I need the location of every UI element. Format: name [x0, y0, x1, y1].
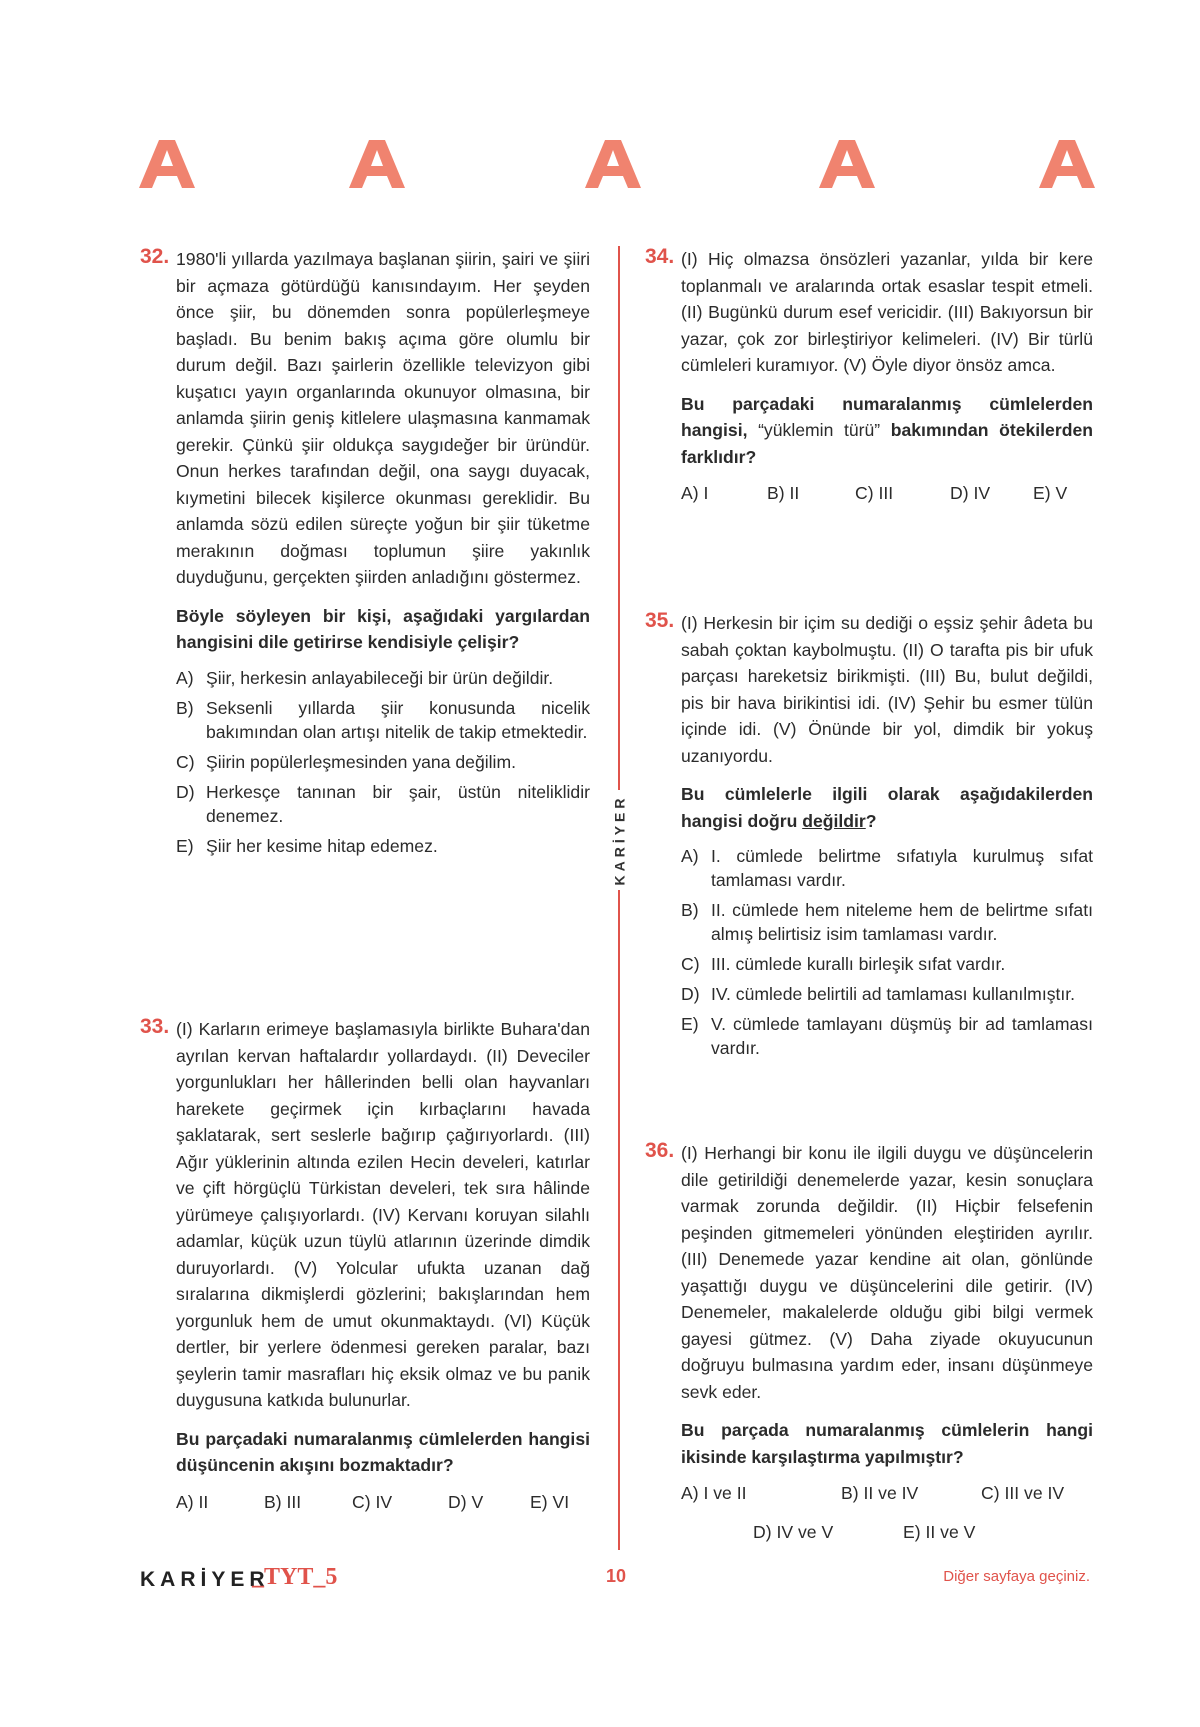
answer-option[interactable] — [681, 898, 1093, 946]
option-letter: C) — [855, 483, 874, 503]
answer-option[interactable] — [753, 1519, 903, 1546]
answer-option[interactable] — [176, 1489, 264, 1516]
question-prompt — [681, 391, 1093, 471]
answer-option[interactable] — [681, 1480, 841, 1507]
question-number: 32. — [140, 245, 170, 268]
question-prompt: Bu parçada numaralanmış cümlelerin hangi ikisinde karşılaştırma yapılmıştır? — [681, 1420, 1093, 1467]
booklet-letter-a-icon — [583, 136, 643, 192]
option-letter: A) — [176, 1491, 194, 1512]
option-text: III. cümlede kurallı birleşik sıfat vardır. — [711, 954, 1006, 974]
option-letter: A) — [176, 667, 194, 688]
answer-options — [681, 480, 1093, 507]
option-text: II. cümlede hem niteleme hem de belirtme sıfatı almış belirtisiz isim tamlaması vardır. — [711, 900, 1093, 944]
option-letter: A) — [681, 846, 699, 866]
option-text: VI — [552, 1491, 570, 1512]
option-text: III ve IV — [1004, 1483, 1065, 1503]
option-text: V — [1055, 483, 1068, 503]
option-letter: B) — [681, 900, 699, 920]
question-prompt-quote: “yüklemin türü” — [758, 420, 881, 440]
question-prompt-emphasis: değildir — [802, 810, 866, 831]
answer-option[interactable] — [681, 1012, 1093, 1060]
answer-option[interactable] — [767, 480, 855, 507]
option-letter: B) — [767, 483, 785, 503]
option-text: II ve IV — [863, 1483, 919, 1503]
question-prompt-part: Bu cümlelerle ilgili olarak aşağıdakilerden hangisi doğru — [681, 784, 1093, 831]
page-number: 10 — [606, 1566, 627, 1586]
question-passage: (I) Herhangi bir konu ile ilgili duygu ve düşüncelerin dile getirildiği denemelerde yazar, kesin sonuçlara varmak zorunda değildir. (II) Hiçbir felsefenin peşinden gitmemeleri yönünden eleştiriden ayrılır. (III) Denemede yazar kendine ait olan, gönlünde yaşattığı duygu ve düşüncelerini dile getirir. (IV) Denemeler, makalelerde olduğu gibi bilgi vermek gayesi gütmez. (V) Daha ziyade okuyucunun doğruyu bulmasına yardım eder, insanı düşünmeye sevk eder. — [681, 1143, 1093, 1402]
option-letter: E) — [1033, 483, 1051, 503]
question-passage: (I) Hiç olmazsa önsözleri yazanlar, yılda bir kere toplanmalı ve aralarında ortak esaslar tespit etmeli. (II) Bugünkü durum esef vericidir. (III) Bakıyorsun bir yazar, çok zor birleştiriyor kelimeleri. (IV) Bir türlü cümleleri kuramıyor. (V) Öyle diyor önsöz amca. — [681, 249, 1093, 375]
question-passage: 1980'li yıllarda yazılmaya başlanan şiirin, şairi ve şiiri bir açmaza götürdüğü kanısındayım. Her şeyden önce şiir, bu dönemden sonra popülerleşmeye başladı. Bu benim bakış açıma göre olumlu bir durum değil. Bazı şairlerin özellikle televizyon gibi kuşatıcı yayın organlarında okunuyor olmasına, bir anlamda şiirin geniş kitlelere ulaşmasına kanmamak gerekir. Çünkü şiir oldukça saygıdeğer bir üründür. Onun herkes tarafından değil, ona saygı duyacak, kıymetini bilecek kişilerce okunması gereklidir. Bu anlamda sözü edilen süreçte yoğun bir şiir tüketme merakının doğması toplumun şiire yakınlık duyduğunu, gerçekten şiirden anladığını göstermez. — [176, 249, 590, 587]
option-letter: C) — [981, 1483, 1000, 1503]
option-letter: D) — [681, 984, 700, 1004]
answer-option[interactable] — [681, 952, 1093, 976]
option-letter: D) — [448, 1491, 467, 1512]
option-text: V. cümlede tamlayanı düşmüş bir ad tamlaması vardır. — [711, 1014, 1093, 1058]
answer-options — [176, 1489, 590, 1516]
option-letter: A) — [681, 1483, 699, 1503]
booklet-letter-a-icon — [137, 136, 197, 192]
question-prompt-part: ? — [865, 810, 877, 831]
answer-option[interactable] — [855, 480, 950, 507]
question-34 — [645, 246, 1093, 507]
answer-option[interactable] — [176, 666, 590, 690]
option-letter: B) — [264, 1491, 282, 1512]
answer-option[interactable] — [950, 480, 1033, 507]
answer-option[interactable] — [681, 844, 1093, 892]
option-letter: B) — [176, 697, 194, 718]
answer-options — [681, 844, 1093, 1060]
question-35 — [645, 610, 1093, 1066]
question-number: 34. — [645, 245, 675, 268]
option-letter: E) — [681, 1014, 699, 1034]
answer-option[interactable] — [176, 834, 590, 858]
question-33 — [140, 1016, 590, 1515]
option-text: I. cümlede belirtme sıfatıyla kurulmuş sıfat tamlaması vardır. — [711, 846, 1093, 890]
option-letter: C) — [681, 954, 700, 974]
answer-option[interactable] — [981, 1480, 1064, 1507]
answer-option[interactable] — [841, 1480, 981, 1507]
option-letter: D) — [753, 1521, 772, 1542]
question-prompt-part: Bu parçadaki numaralanmış cümlelerden hangisi, — [681, 393, 1093, 440]
option-letter: E) — [176, 835, 194, 856]
answer-option[interactable] — [1033, 480, 1067, 507]
option-text: Seksenli yıllarda şiir konusunda nicelik bakımından olan artışı nitelik de takip etmektedir. — [206, 697, 590, 742]
option-text: Şiir her kesime hitap edemez. — [206, 835, 438, 856]
option-text: Şiirin popülerleşmesinden yana değilim. — [206, 751, 517, 772]
question-36 — [645, 1140, 1093, 1545]
question-number: 35. — [645, 609, 675, 632]
question-passage: (I) Herkesin bir içim su dediği o eşsiz şehir âdeta bu sabah çoktan kaybolmuştu. (II) O tarafta pis bir ufuk parçası hareketsiz birikmişti. (III) Bu, bulut değildi, pis bir hava birikintisi idi. (IV) Şehir bu esmer tülün içinde idi. (V) Önünde bir yol, dimdik bir yokuş uzanıyordu. — [681, 613, 1093, 766]
answer-option[interactable] — [681, 480, 767, 507]
booklet-letter-a-icon — [347, 136, 407, 192]
option-text: II — [198, 1491, 209, 1512]
divider-brand — [601, 790, 637, 890]
question-passage: (I) Karların erimeye başlamasıyla birlikte Buhara'dan ayrılan kervan haftalardır yollardaydı. (II) Deveciler yorgunlukları her hâllerinden belli olan hayvanları harekete geçirmek için kırbaçlarını havada şaklatarak, sert seslerle bağırıp çağırıyorlardı. (III) Ağır yüklerinin altında ezilen Hecin develeri, katırlar ve çift hörgüçlü Türkistan develeri, tek sıra hâlinde yürümeye çalışıyorlardı. (IV) Kervanı koruyan silahlı adamlar, küçük uzun tüylü atlarının üzerinde dimdik duruyorlardı. (V) Yolcular ufukta uzanan dağ sıralarına dikmişlerdi gözlerini; bakışlarından hem yorgunluk hem de umut okunmaktaydı. (VI) Küçük dertler, bir yerlere ödenmesi gereken paralar, bazı şeylerin tamir masrafları hiç eksik olmaz ve bu panik duygusuna katkıda bulunurlar. — [176, 1019, 590, 1410]
booklet-letter-a-icon — [1037, 136, 1097, 192]
footer-exam-code: _TYT_5 — [252, 1564, 338, 1590]
question-32 — [140, 246, 590, 864]
question-prompt: Böyle söyleyen bir kişi, aşağıdaki yargılardan hangisini dile getirirse kendisiyle çelişir? — [176, 605, 590, 652]
option-text: II ve V — [925, 1521, 976, 1542]
answer-options-row-1 — [681, 1480, 1093, 1507]
answer-option[interactable] — [264, 1489, 352, 1516]
option-letter: B) — [841, 1483, 859, 1503]
divider-brand-text: KARİYER — [611, 794, 628, 886]
question-number: 36. — [645, 1139, 675, 1162]
next-page-note: Diğer sayfaya geçiniz. — [943, 1568, 1090, 1585]
question-prompt — [681, 781, 1093, 834]
column-divider — [618, 246, 620, 1550]
question-number: 33. — [140, 1015, 170, 1038]
option-letter: D) — [176, 781, 195, 802]
option-letter: E) — [903, 1521, 921, 1542]
answer-option[interactable] — [176, 780, 590, 828]
answer-options — [176, 666, 590, 858]
option-text: I — [703, 483, 709, 503]
answer-option[interactable] — [530, 1489, 569, 1516]
answer-option[interactable] — [681, 982, 1093, 1006]
answer-options-row-2 — [753, 1519, 1093, 1546]
option-text: III — [286, 1491, 302, 1512]
answer-option[interactable] — [176, 696, 590, 744]
answer-option[interactable] — [352, 1489, 448, 1516]
option-text: IV. cümlede belirtili ad tamlaması kullanılmıştır. — [711, 984, 1076, 1004]
option-letter: D) — [950, 483, 969, 503]
option-letter: C) — [352, 1491, 371, 1512]
answer-option[interactable] — [903, 1519, 975, 1546]
option-text: III — [878, 483, 894, 503]
option-text: I ve II — [703, 1483, 747, 1503]
option-letter: A) — [681, 483, 699, 503]
option-text: IV — [375, 1491, 393, 1512]
option-letter: C) — [176, 751, 195, 772]
option-text: IV — [973, 483, 991, 503]
footer-brand-logo: KARİYER — [140, 1568, 270, 1591]
answer-option[interactable] — [448, 1489, 530, 1516]
option-text: IV ve V — [776, 1521, 834, 1542]
option-text: Herkesçe tanınan bir şair, üstün niteliklidir denemez. — [206, 781, 590, 826]
option-text: II — [789, 483, 800, 503]
question-prompt: Bu parçadaki numaralanmış cümlelerden hangisi düşüncenin akışını bozmaktadır? — [176, 1428, 590, 1475]
option-text: V — [471, 1491, 484, 1512]
question-prompt-part: bakımından ötekilerden farklıdır? — [681, 420, 1093, 467]
answer-option[interactable] — [176, 750, 590, 774]
booklet-letter-a-icon — [817, 136, 877, 192]
option-text: Şiir, herkesin anlayabileceği bir ürün değildir. — [206, 667, 554, 688]
option-letter: E) — [530, 1491, 548, 1512]
